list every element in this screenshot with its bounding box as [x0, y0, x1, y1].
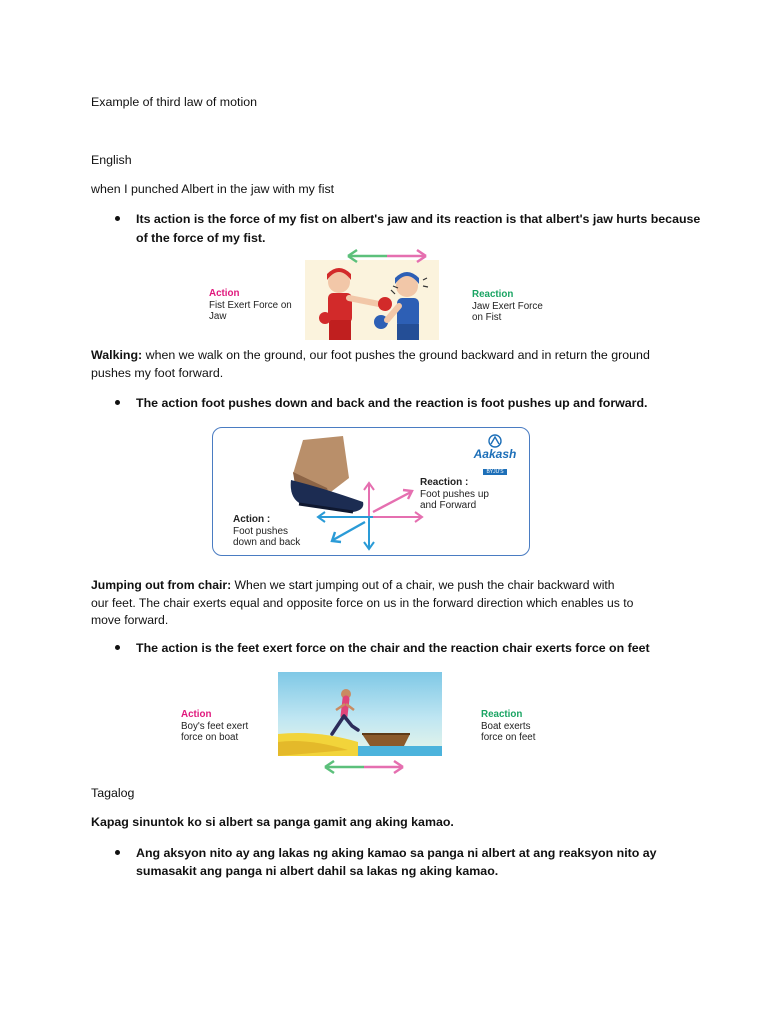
- jumping-paragraph-line-2: our feet. The chair exerts equal and opposite force on us in the forward direction which enables us to: [91, 596, 634, 610]
- bullet-dot: [115, 645, 120, 650]
- fig2-reaction-line-2: and Forward: [420, 500, 477, 511]
- fig2-reaction-head: Reaction :: [420, 477, 469, 488]
- bullet-1-line-1: Its action is the force of my fist on albert's jaw and its reaction is that albert's jaw hurts because: [136, 212, 701, 226]
- bullet-3: The action is the feet exert force on the chair and the reaction chair exerts force on feet: [136, 641, 650, 655]
- fig3-action-line-2: force on boat: [181, 732, 239, 743]
- english-sentence-1: when I punched Albert in the jaw with my fist: [91, 182, 335, 196]
- fig2-action-label: [233, 514, 300, 549]
- figure-boat: [168, 670, 578, 780]
- logo-text: Aakash: [473, 447, 517, 461]
- fig3-reaction-line-1: Boat exerts: [481, 720, 531, 732]
- fig2-action-line-2: down and back: [233, 537, 301, 548]
- figure-walking: [212, 427, 530, 556]
- jumping-text-1: When we start jumping out of a chair, we push the chair backward with: [231, 578, 615, 592]
- fig3-action-line-1: Boy's feet exert: [181, 720, 249, 732]
- tagalog-sentence: Kapag sinuntok ko si albert sa panga gamit ang aking kamao.: [91, 815, 454, 829]
- fig1-double-arrow: [347, 249, 427, 263]
- fig3-reaction-line-2: force on feet: [481, 732, 536, 743]
- section-heading-tagalog: Tagalog: [91, 786, 135, 800]
- fig3-reaction-head: Reaction: [481, 709, 523, 720]
- jumping-label: Jumping out from chair:: [91, 578, 232, 592]
- fig1-action-label: [209, 288, 292, 323]
- walking-text-1: when we walk on the ground, our foot pushes the ground backward and in return the ground: [142, 348, 650, 362]
- walking-paragraph-line-1: [91, 346, 650, 364]
- bullet-4-line-1: Ang aksyon nito ay ang lakas ng aking kamao sa panga ni albert at ang reaksyon nito ay: [136, 846, 657, 860]
- logo-subtext: BYJU'S: [483, 469, 506, 475]
- document-title: Example of third law of motion: [91, 95, 257, 109]
- jumping-paragraph-line-1: [91, 576, 615, 594]
- fig1-reaction-head: Reaction: [472, 289, 514, 300]
- fig1-action-line-2: Jaw: [209, 311, 227, 322]
- boat-illustration: [278, 672, 442, 756]
- aakash-logo: [465, 434, 525, 478]
- bullet-1-line-2: of the force of my fist.: [136, 231, 266, 245]
- fig2-reaction-label: [420, 477, 489, 512]
- walking-paragraph-line-2: pushes my foot forward.: [91, 366, 224, 380]
- section-heading-english: English: [91, 153, 132, 167]
- walking-label: Walking:: [91, 348, 143, 362]
- figure-boxing: [195, 248, 550, 340]
- fig1-action-head: Action: [209, 288, 240, 299]
- jumping-paragraph-line-3: move forward.: [91, 613, 169, 627]
- boxers-drawing: [305, 260, 439, 340]
- bullet-dot: [115, 850, 120, 855]
- fig1-reaction-line-2: on Fist: [472, 312, 502, 323]
- fig1-action-line-1: Fist Exert Force on: [209, 299, 292, 311]
- fig2-action-head: Action :: [233, 514, 271, 525]
- fig3-reaction-label: [481, 709, 535, 744]
- fig2-action-line-1: Foot pushes: [233, 525, 289, 537]
- fig3-action-head: Action: [181, 709, 212, 720]
- fig2-reaction-line-1: Foot pushes up: [420, 488, 489, 500]
- fig3-double-arrow: [324, 760, 404, 774]
- boat-drawing: [278, 672, 442, 756]
- fig3-action-label: [181, 709, 248, 744]
- fig1-reaction-line-1: Jaw Exert Force: [472, 300, 543, 312]
- fig1-reaction-label: [472, 289, 543, 324]
- bullet-dot: [115, 216, 120, 221]
- boxing-illustration: [305, 260, 439, 340]
- logo-mark-icon: [488, 434, 502, 448]
- bullet-4-line-2: sumasakit ang panga ni albert dahil sa lakas ng aking kamao.: [136, 864, 499, 878]
- bullet-dot: [115, 400, 120, 405]
- bullet-2: The action foot pushes down and back and the reaction is foot pushes up and forward.: [136, 396, 648, 410]
